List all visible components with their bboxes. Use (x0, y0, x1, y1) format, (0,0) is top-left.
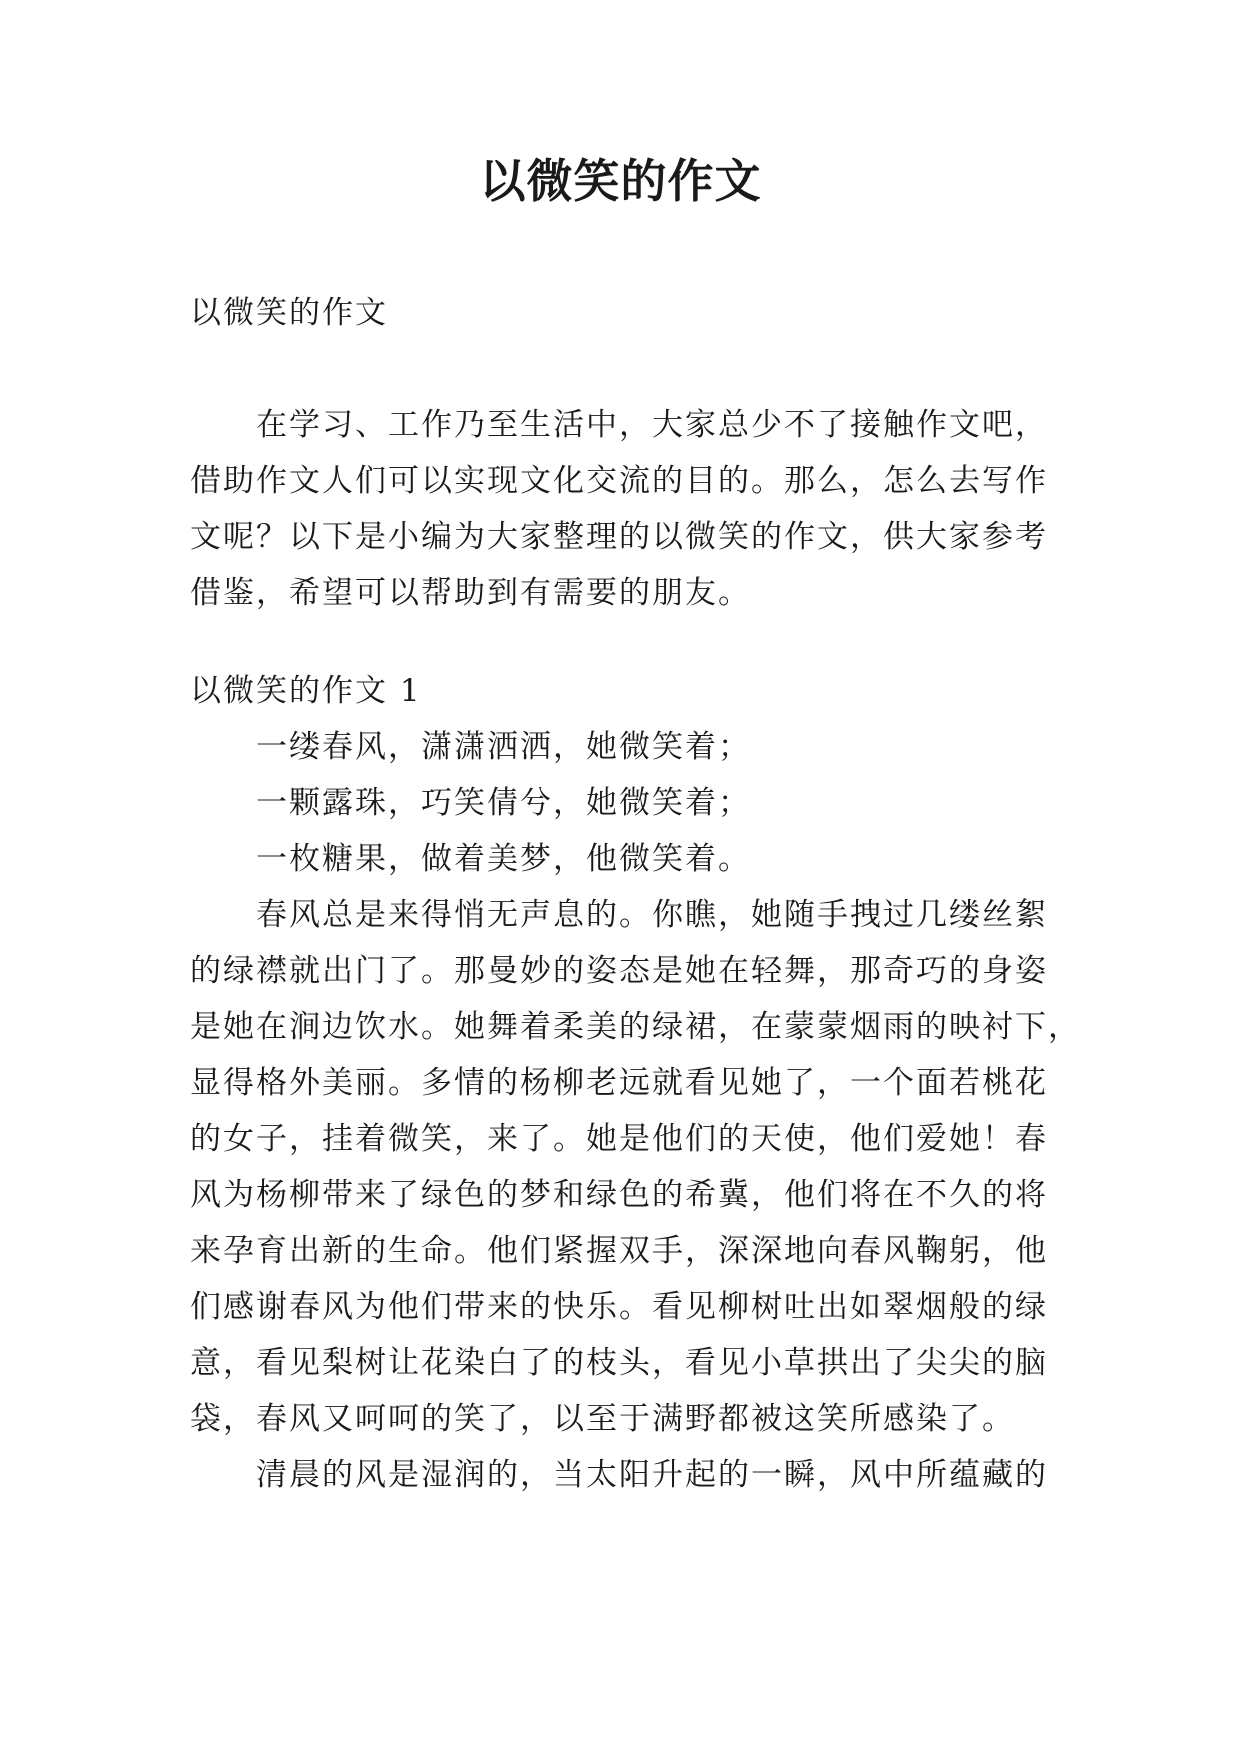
paragraph-line: 袋，春风又呵呵的笑了，以至于满野都被这笑所感染了。 (190, 1401, 1015, 1437)
paragraph-1 (190, 887, 1081, 1447)
spacer (190, 621, 1060, 663)
paragraph-line: 意，看见梨树让花染白了的枝头，看见小草拱出了尖尖的脑 (190, 1345, 1048, 1381)
document-title: 以微笑的作文 (479, 154, 762, 208)
paragraph-line: 春风总是来得悄无声息的。你瞧，她随手拽过几缕丝絮 (256, 897, 1048, 933)
intro-paragraph (190, 397, 1060, 621)
document-body (190, 285, 1081, 1503)
intro-line: 在学习、工作乃至生活中，大家总少不了接触作文吧， (256, 407, 1048, 443)
paragraph-line: 的女子，挂着微笑，来了。她是他们的天使，他们爱她！春 (190, 1121, 1048, 1157)
spacer (190, 341, 1060, 397)
verse-block (190, 719, 1060, 887)
verse-line: 一枚糖果，做着美梦，他微笑着。 (256, 841, 751, 877)
paragraph-2 (190, 1447, 1060, 1503)
intro-line: 文呢？以下是小编为大家整理的以微笑的作文，供大家参考 (190, 519, 1048, 555)
section-heading: 以微笑的作文 1 (190, 673, 422, 709)
paragraph-line: 们感谢春风为他们带来的快乐。看见柳树吐出如翠烟般的绿 (190, 1289, 1048, 1325)
paragraph-line: 风为杨柳带来了绿色的梦和绿色的希冀，他们将在不久的将 (190, 1177, 1048, 1213)
paragraph-line: 是她在涧边饮水。她舞着柔美的绿裙，在蒙蒙烟雨的映衬下， (190, 1009, 1081, 1045)
verse-line: 一缕春风，潇潇洒洒，她微笑着； (256, 729, 751, 765)
intro-line: 借鉴，希望可以帮助到有需要的朋友。 (190, 575, 751, 611)
paragraph-line: 显得格外美丽。多情的杨柳老远就看见她了，一个面若桃花 (190, 1065, 1048, 1101)
paragraph-line: 的绿襟就出门了。那曼妙的姿态是她在轻舞，那奇巧的身姿 (190, 953, 1048, 989)
intro-line: 借助作文人们可以实现文化交流的目的。那么，怎么去写作 (190, 463, 1048, 499)
verse-line: 一颗露珠，巧笑倩兮，她微笑着； (256, 785, 751, 821)
paragraph-line: 清晨的风是湿润的，当太阳升起的一瞬，风中所蕴藏的 (256, 1457, 1048, 1493)
paragraph-line: 来孕育出新的生命。他们紧握双手，深深地向春风鞠躬，他 (190, 1233, 1048, 1269)
subtitle: 以微笑的作文 (190, 295, 388, 331)
